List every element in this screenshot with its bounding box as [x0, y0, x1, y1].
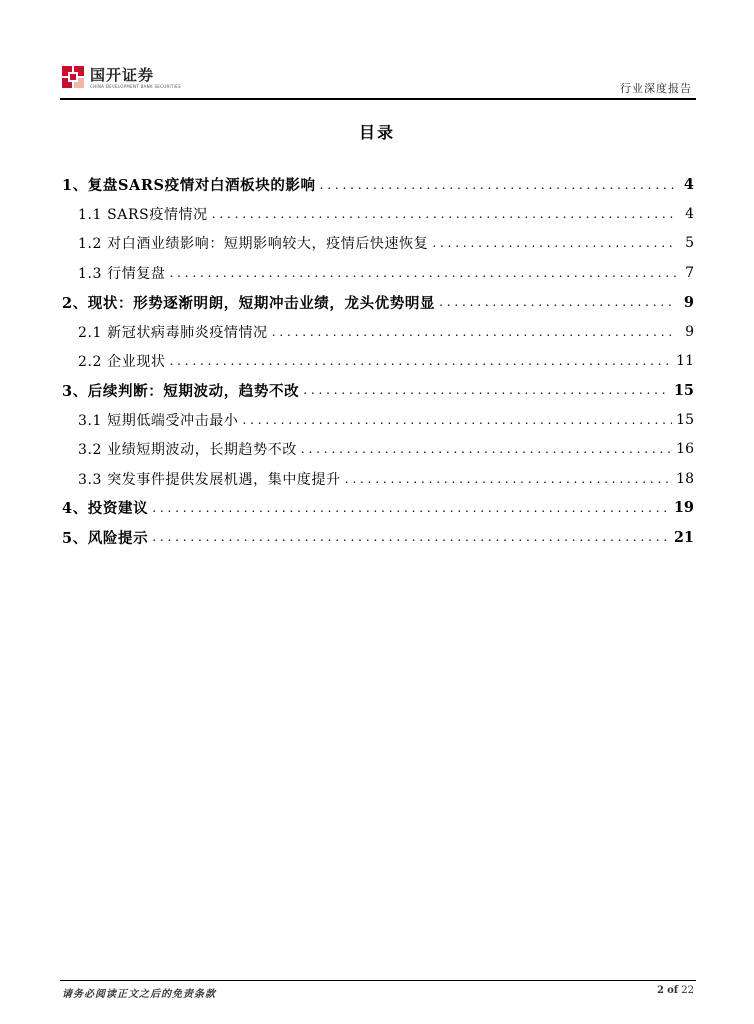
toc-entry-page: 7 [685, 264, 694, 281]
toc-entry-label: 1.1 SARS疫情情况 [78, 207, 208, 224]
toc-leader-dots [320, 178, 676, 192]
toc-entry-label: 3.1 短期低端受冲击最小 [78, 412, 239, 429]
header-divider [60, 98, 696, 100]
toc-leader-dots [301, 442, 672, 456]
toc-entry-page: 15 [676, 411, 694, 428]
toc-entry-label: 2、现状：形势逐渐明朗，短期冲击业绩，龙头优势明显 [62, 294, 436, 312]
toc-entry[interactable] [62, 258, 694, 287]
toc-entry[interactable] [62, 464, 694, 493]
toc-entry[interactable] [62, 317, 694, 346]
toc-entry-label: 3、后续判断：短期波动，趋势不改 [62, 382, 300, 400]
toc-entry-page: 19 [673, 499, 694, 517]
toc-leader-dots [345, 472, 672, 486]
toc-leader-dots [170, 354, 673, 368]
toc-leader-dots [439, 295, 676, 309]
toc-leader-dots [152, 501, 670, 515]
toc-entry-page: 15 [673, 381, 694, 399]
logo-icon [62, 66, 84, 88]
page-header [60, 62, 696, 102]
page-of: of [667, 985, 679, 996]
toc-entry-label: 3.2 业绩短期波动，长期趋势不改 [78, 442, 297, 459]
toc-leader-dots [170, 266, 676, 280]
logo-subtitle: CHINA DEVELOPMENT BANK SECURITIES [90, 84, 181, 89]
toc-entry-page: 4 [683, 176, 694, 194]
toc-entry-label: 1.2 对白酒业绩影响：短期影响较大，疫情后快速恢复 [78, 236, 429, 253]
toc-leader-dots [272, 325, 676, 339]
toc-entry[interactable] [62, 435, 694, 464]
toc-entry[interactable] [62, 346, 694, 375]
toc-entry-label: 1.3 行情复盘 [78, 265, 166, 282]
toc-entry[interactable] [62, 229, 694, 258]
toc-entry[interactable] [62, 170, 694, 199]
toc-entry[interactable] [62, 376, 694, 405]
table-of-contents [62, 170, 694, 552]
toc-entry-page: 4 [685, 206, 694, 223]
logo-name: 国开证券 [90, 66, 155, 84]
toc-leader-dots [212, 207, 676, 221]
toc-entry[interactable] [62, 523, 694, 552]
footer-divider [60, 980, 696, 981]
toc-entry-label: 5、风险提示 [62, 529, 149, 547]
toc-entry[interactable] [62, 405, 694, 434]
toc-entry[interactable] [62, 493, 694, 522]
page-current: 2 [656, 985, 664, 996]
toc-leader-dots [432, 236, 676, 250]
toc-entry-label: 2.1 新冠状病毒肺炎疫情情况 [78, 324, 268, 341]
toc-entry-label: 4、投资建议 [62, 500, 149, 518]
toc-leader-dots [152, 530, 670, 544]
toc-entry[interactable] [62, 199, 694, 228]
toc-entry-page: 18 [676, 470, 694, 487]
toc-entry-page: 11 [676, 353, 694, 370]
toc-entry-label: 2.2 企业现状 [78, 354, 166, 371]
toc-entry-page: 5 [685, 235, 694, 252]
toc-title: 目录 [358, 123, 395, 142]
toc-leader-dots [303, 383, 670, 397]
toc-entry-label: 3.3 突发事件提供发展机遇，集中度提升 [78, 471, 341, 488]
toc-entry-page: 9 [683, 293, 694, 311]
toc-entry-page: 9 [685, 323, 694, 340]
page-total: 22 [681, 985, 694, 996]
page-number [657, 985, 694, 996]
toc-entry-page: 21 [673, 528, 694, 546]
footer-disclaimer[interactable]: 请务必阅读正文之后的免责条款 [62, 989, 216, 1000]
toc-leader-dots [243, 413, 673, 427]
report-type: 行业深度报告 [620, 82, 692, 95]
toc-entry-page: 16 [676, 441, 694, 458]
toc-entry[interactable] [62, 288, 694, 317]
toc-entry-label: 1、复盘SARS疫情对白酒板块的影响 [62, 177, 316, 195]
